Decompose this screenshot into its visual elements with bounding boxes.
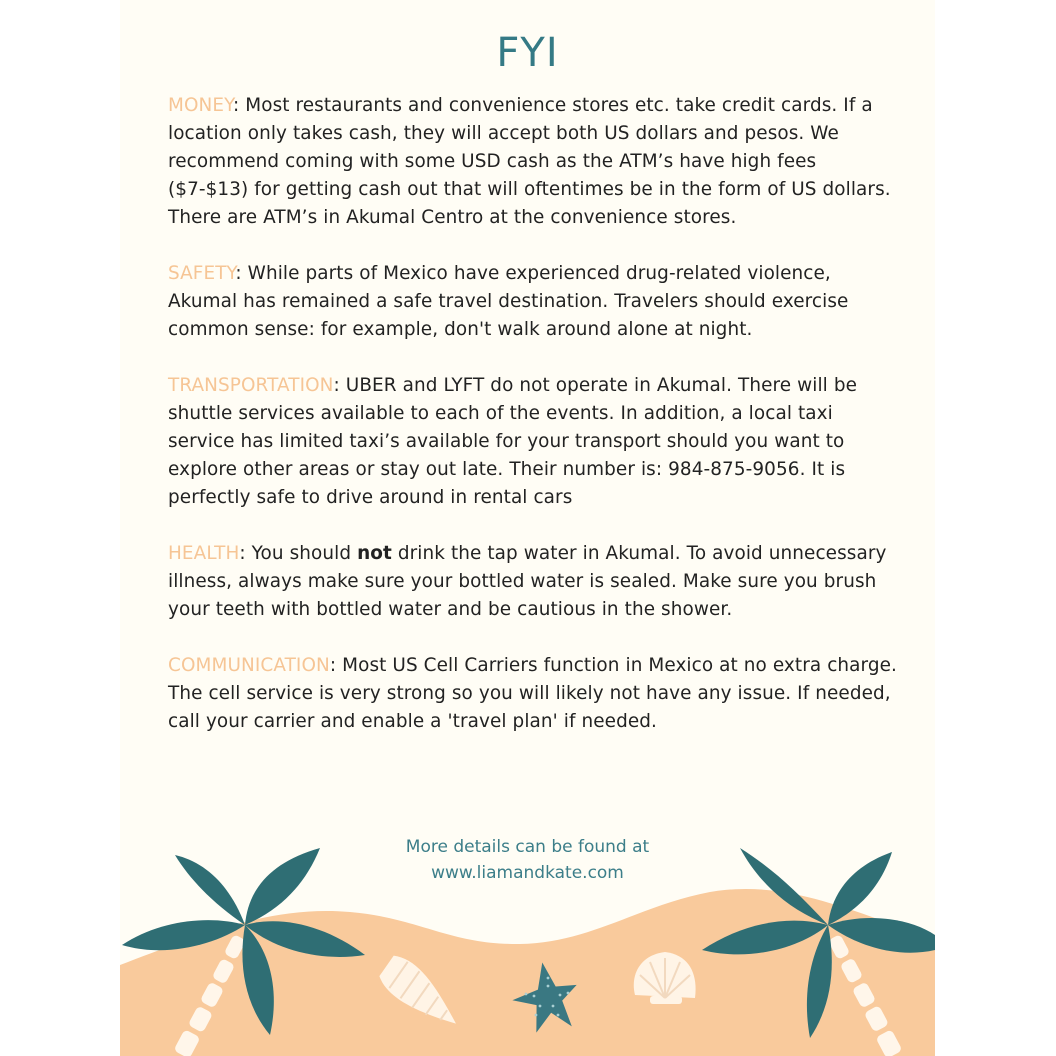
section-text-bold: not bbox=[357, 543, 392, 564]
section-label: HEALTH bbox=[168, 543, 240, 564]
money-section bbox=[168, 92, 898, 232]
section-text: : You should bbox=[239, 543, 358, 564]
sand-dune bbox=[120, 889, 935, 1056]
section-text: : UBER and LYFT do not operate in Akumal. There will be shuttle services available to each of the events. In addition, a local taxi service has limited taxi’s available for your transport should you want to explore other areas or stay out late. Their number is: 984-875-9056. It is perfectly safe to drive around in rental cars bbox=[168, 375, 858, 508]
section-label: MONEY bbox=[168, 95, 234, 116]
starfish-icon bbox=[507, 957, 584, 1035]
page-title: FYI bbox=[496, 30, 559, 76]
seashell-spiral-icon bbox=[375, 952, 470, 1034]
section-label: COMMUNICATION bbox=[168, 655, 330, 676]
safety-section bbox=[168, 260, 898, 344]
communication-section bbox=[168, 652, 898, 736]
health-section bbox=[168, 540, 898, 624]
fyi-page bbox=[120, 0, 935, 1056]
footer-line: More details can be found at bbox=[405, 837, 650, 857]
section-text: : While parts of Mexico have experienced drug-related violence, Akumal has remained a safe travel destination. Travelers should exercise common sense: for example, don't walk around alone at night. bbox=[168, 263, 849, 340]
info-sections bbox=[168, 92, 898, 764]
section-text: drink the tap water in Akumal. To avoid unnecessary illness, always make sure your bottled water is sealed. Make sure you brush your teeth with bottled water and be cautious in the shower. bbox=[168, 543, 887, 620]
website-link[interactable]: www.liamandkate.com bbox=[431, 863, 624, 883]
section-text: : Most restaurants and convenience stores etc. take credit cards. If a location only takes cash, they will accept both US dollars and pesos. We recommend coming with some USD cash as the ATM’s have high fees ($7-$13) for getting cash out that will oftentimes be in the form of US dollars. There are ATM’s in Akumal Centro at the convenience stores. bbox=[168, 95, 891, 228]
section-label: TRANSPORTATION bbox=[168, 375, 334, 396]
transportation-section bbox=[168, 372, 898, 512]
scallop-shell-icon bbox=[634, 952, 696, 1004]
section-text: : Most US Cell Carriers function in Mexico at no extra charge. The cell service is very strong so you will likely not have any issue. If needed, call your carrier and enable a 'travel plan' if needed. bbox=[168, 655, 898, 732]
section-label: SAFETY bbox=[168, 263, 236, 284]
footer-note bbox=[120, 834, 935, 886]
